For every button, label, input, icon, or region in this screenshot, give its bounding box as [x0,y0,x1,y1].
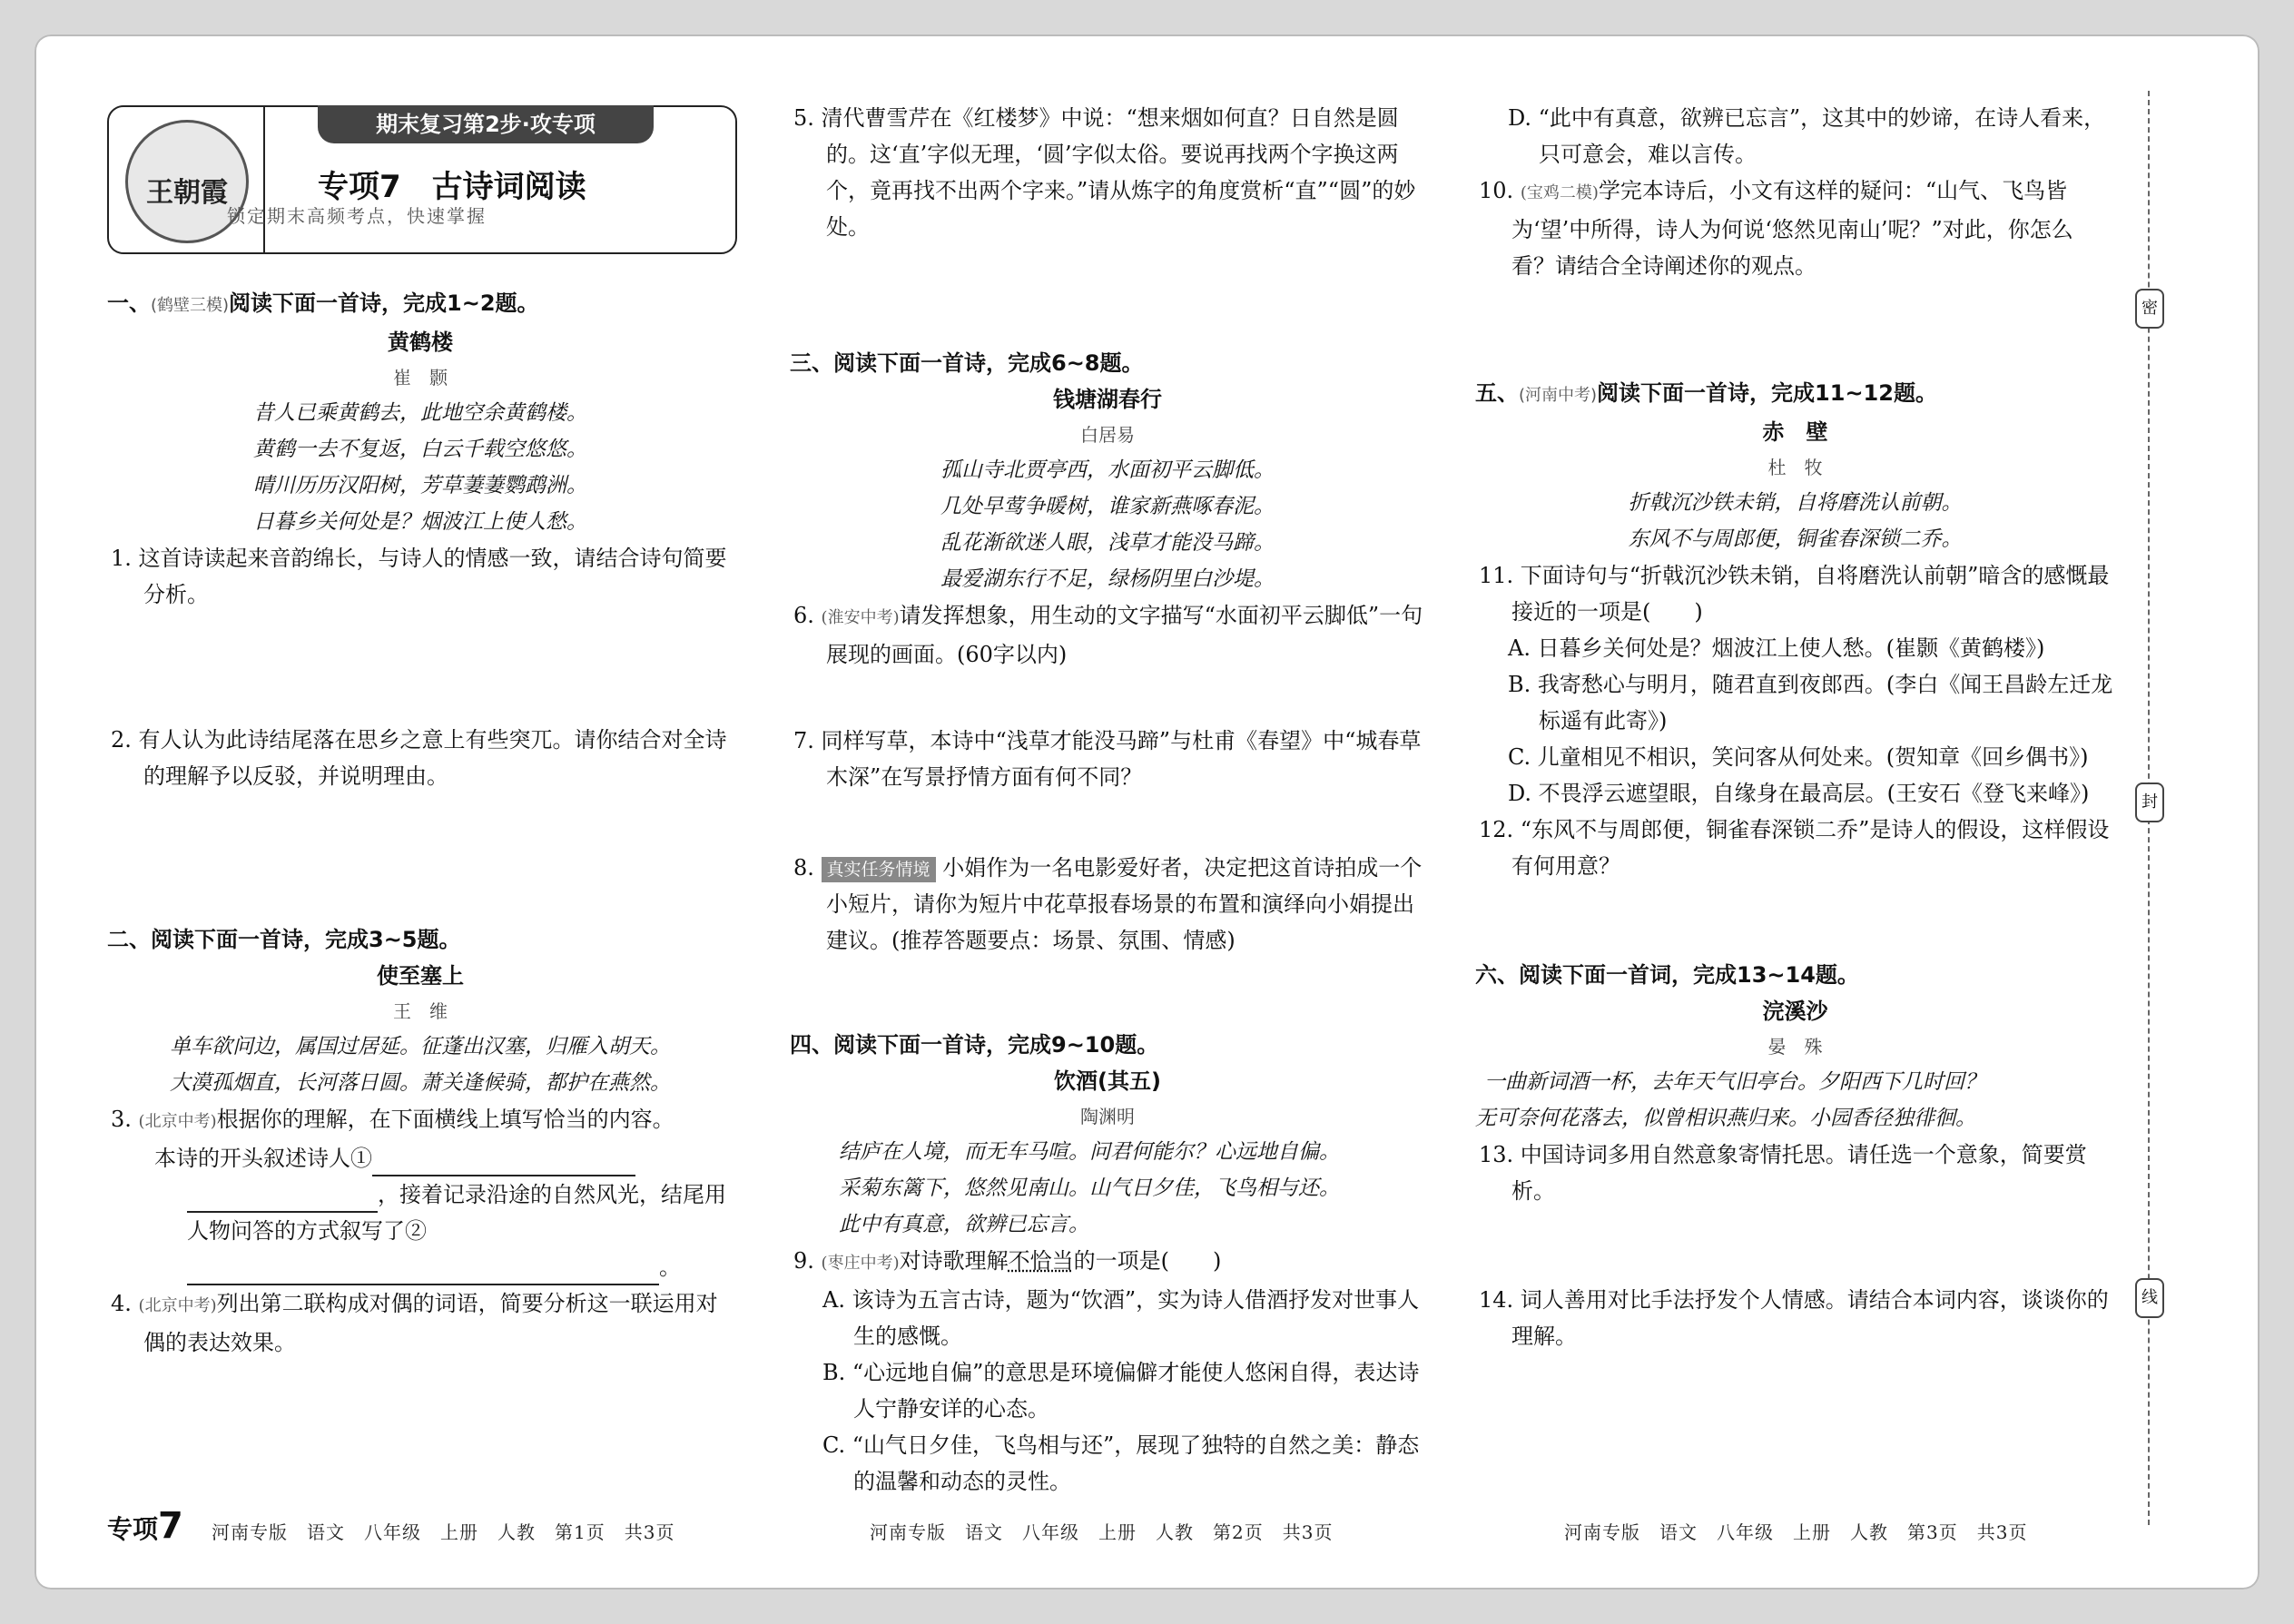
poem-line: 黄鹤一去不复返，白云千载空悠悠。 [253,438,587,461]
answer-blank-2[interactable] [187,1260,514,1285]
option-d: D. “此中有真意，欲辨已忘言”，这其中的妙谛，在诗人看来，只可意会，难以言传。 [1508,105,2106,167]
question-12: 12. “东风不与周郎便，铜雀春深锁二乔”是诗人的假设，这样假设有何用意？ [1479,817,2110,879]
section-4-heading: 四、阅读下面一首诗，完成9~10题。 [790,1032,1159,1058]
question-10: 10. (宝鸡二模)学完本诗后，小文有这样的疑问：“山气、飞鸟皆为‘望’中所得，诗人为何说‘悠然见南山’呢？”对此，你怎么看？请结合全诗阐述你的观点。 [1479,178,2073,279]
poem-line: 无可奈何花落去，似曾相识燕归来。小园香径独徘徊。 [1475,1107,1976,1130]
column-1 [107,285,733,1361]
poem-author: 晏 殊 [1767,1036,1823,1058]
section-5-heading: 五、(河南中考)阅读下面一首诗，完成11~12题。 [1475,380,1937,406]
poem-title: 使至塞上 [377,963,464,989]
option-a: A. 日暮乡关何处是？烟波江上使人愁。(崔颢《黄鹤楼》) [1508,635,2045,661]
question-3-fill: 本诗的开头叙述诗人①，接着记录沿途的自然风光，结尾用人物问答的方式叙写了②。 [107,1140,733,1285]
poem-author: 陶渊明 [1080,1106,1135,1127]
poem-line: 东风不与周郎便，铜雀春深锁二乔。 [1628,527,1963,551]
answer-blank-1[interactable] [372,1151,635,1176]
option-c: C. 儿童相见不相识，笑问客从何处来。(贺知章《回乡偶书》) [1508,744,2089,770]
answer-blank-2-cont[interactable] [514,1260,659,1285]
page-footer-1: 河南专版 语文 八年级 上册 人教 第1页 共3页 [212,1521,675,1543]
question-5: 5. 清代曹雪芹在《红楼梦》中说：“想来烟如何直？日自然是圆的。这‘直’字似无理，‘圆’字似太俗。要说再找两个字换这两个，竟再找不出两个字来。”请从炼字的角度赏析“直”“圆”的妙处。 [793,105,1416,240]
option-d: D. 不畏浮云遮望眼，自缘身在最高层。(王安石《登飞来峰》) [1508,781,2090,806]
poem-line: 日暮乡关何处是？烟波江上使人愁。 [253,510,587,534]
section-number: 专项7 [107,1505,183,1547]
poem-title: 赤 壁 [1762,419,1828,445]
question-6: 6. (淮安中考)请发挥想象，用生动的文字描写“水面初平云脚低”一句展现的画面。(60字以内) [793,603,1423,667]
option-b: B. 我寄愁心与明月，随君直到夜郎西。(李白《闻王昌龄左迁龙标遥有此寄》) [1508,672,2113,733]
poem-author: 白居易 [1080,424,1135,446]
question-11: 11. 下面诗句与“折戟沉沙铁未销，自将磨洗认前朝”暗含的感慨最接近的一项是( ) [1479,563,2110,625]
header-box [107,105,737,254]
column-2 [790,100,1425,1500]
brand-logo [109,107,265,252]
poem-author: 王 维 [393,1000,448,1022]
poem-line: 乱花渐欲迷人眼，浅草才能没马蹄。 [940,531,1275,555]
question-8: 8. 真实任务情境 小娟作为一名电影爱好者，决定把这首诗拍成一个小短片，请你为短片中花草报春场景的布置和演绎向小娟提出建议。(推荐答题要点：场景、氛围、情感) [793,855,1423,953]
section-3-heading: 三、阅读下面一首诗，完成6~8题。 [790,350,1144,376]
poem-title: 浣溪沙 [1762,999,1828,1024]
topic-title: 专项7 古诗词阅读 [318,169,586,205]
question-3: 3. (北京中考)根据你的理解，在下面横线上填写恰当的内容。 [111,1107,674,1132]
question-1: 1. 这首诗读起来音韵绵长，与诗人的情感一致，请结合诗句简要分析。 [111,546,727,607]
seal-mark: 封 [2135,782,2164,822]
poem-line: 折戟沉沙铁未销，自将磨洗认前朝。 [1628,491,1963,515]
poem-line: 采菊东篱下，悠然见南山。山气日夕佳，飞鸟相与还。 [839,1176,1340,1200]
poem-line: 最爱湖东行不足，绿杨阴里白沙堤。 [940,567,1275,591]
poem-line: 晴川历历汉阳树，芳草萋萋鹦鹉洲。 [253,474,587,497]
emphasis-dots: 不恰当 [1008,1248,1074,1274]
seal-mark: 密 [2135,289,2164,329]
poem-title: 饮酒(其五) [1054,1068,1161,1094]
page-footer-3: 河南专版 语文 八年级 上册 人教 第3页 共3页 [1564,1521,2028,1543]
poem-line: 几处早莺争暖树，谁家新燕啄春泥。 [940,495,1275,518]
page-footer-2: 河南专版 语文 八年级 上册 人教 第2页 共3页 [870,1521,1334,1543]
poem-line: 结庐在人境，而无车马喧。问君何能尔？心远地自偏。 [839,1140,1340,1164]
question-2: 2. 有人认为此诗结尾落在思乡之意上有些突兀。请你结合对全诗的理解予以反驳，并说明理由。 [111,727,727,789]
question-9: 9. (枣庄中考)对诗歌理解不恰当的一项是( ) [793,1248,1222,1274]
column-3 [1475,100,2115,1354]
step-banner: 期末复习第2步·攻专项 [318,105,654,143]
option-c: C. “山气日夕佳，飞鸟相与还”，展现了独特的自然之美：静态的温馨和动态的灵性。 [822,1432,1420,1494]
seal-mark: 线 [2135,1278,2164,1318]
poem-line: 单车欲问边，属国过居延。征蓬出汉塞，归雁入胡天。 [170,1035,671,1058]
task-tag: 真实任务情境 [822,857,936,882]
section-6-heading: 六、阅读下面一首词，完成13~14题。 [1475,962,1859,988]
poem-title: 黄鹤楼 [388,330,453,355]
option-a: A. 该诗为五言古诗，题为“饮酒”，实为诗人借酒抒发对世事人生的感慨。 [822,1287,1420,1349]
poem-author: 杜 牧 [1767,457,1823,478]
poem-line: 大漠孤烟直，长河落日圆。萧关逢候骑，都护在燕然。 [170,1071,671,1095]
option-b: B. “心远地自偏”的意思是环境偏僻才能使人悠闲自得，表达诗人宁静安详的心态。 [822,1360,1420,1422]
poem-line: 此中有真意，欲辨已忘言。 [839,1213,1089,1236]
question-7: 7. 同样写草，本诗中“浅草才能没马蹄”与杜甫《春望》中“城春草木深”在写景抒情方面有何不同？ [793,728,1422,790]
poem-author: 崔 颢 [393,367,448,389]
question-13: 13. 中国诗词多用自然意象寄情托思。请任选一个意象，简要赏析。 [1479,1142,2087,1204]
poem-line: 孤山寺北贾亭西，水面初平云脚低。 [940,458,1275,482]
answer-blank-1-cont[interactable] [187,1187,378,1213]
section-1-heading: 一、(鹤壁三模)阅读下面一首诗，完成1~2题。 [107,290,539,316]
question-14: 14. 词人善用对比手法抒发个人情感。请结合本词内容，谈谈你的理解。 [1479,1287,2109,1349]
question-4: 4. (北京中考)列出第二联构成对偶的词语，简要分析这一联运用对偶的表达效果。 [111,1291,718,1355]
poem-line: 一曲新词酒一杯，去年天气旧亭台。夕阳西下几时回？ [1484,1070,1985,1094]
logo-text: 王朝霞 [146,177,228,209]
poem-line: 昔人已乘黄鹤去，此地空余黄鹤楼。 [253,401,587,425]
poem-title: 钱塘湖春行 [1053,387,1162,412]
slogan: 锁定期末高频考点，快速掌握 [227,205,487,227]
section-2-heading: 二、阅读下面一首诗，完成3~5题。 [107,927,461,952]
